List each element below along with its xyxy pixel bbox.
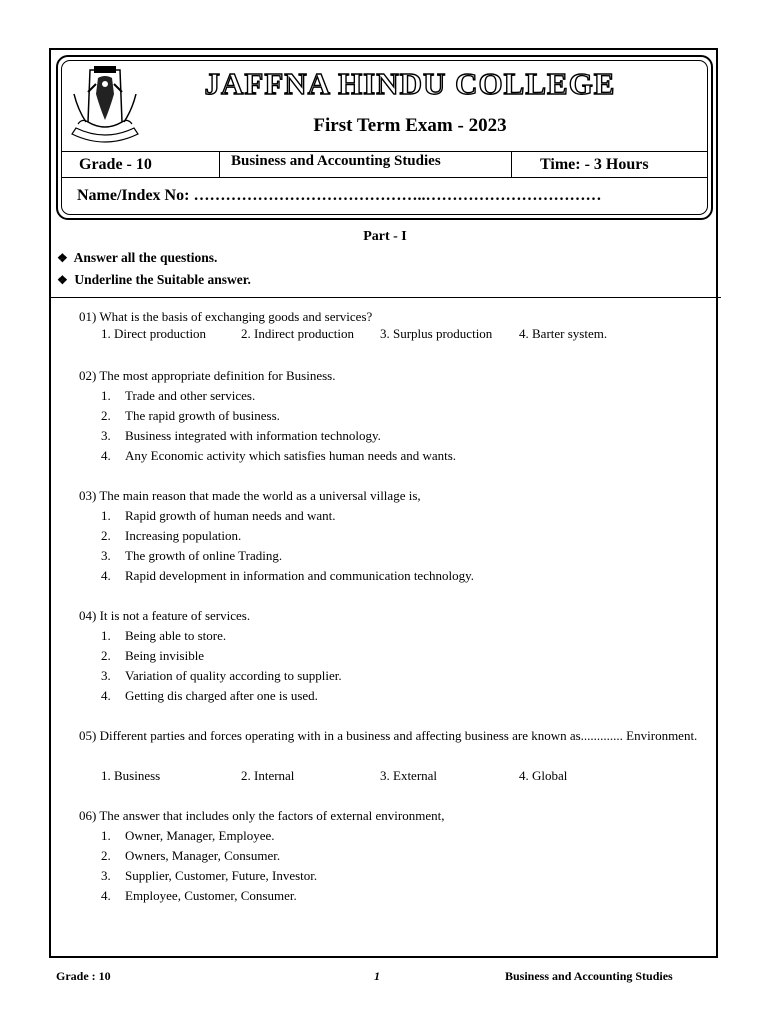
option-text: Owner, Manager, Employee. xyxy=(125,828,275,843)
footer-subject: Business and Accounting Studies xyxy=(505,969,673,983)
instruction-text: Answer all the questions. xyxy=(73,250,218,265)
option[interactable] xyxy=(101,626,342,646)
option-text: Variation of quality according to supplier. xyxy=(125,668,342,683)
option-number: 3. xyxy=(101,668,111,683)
section-divider xyxy=(49,297,721,298)
option-number: 3. xyxy=(101,548,111,563)
option[interactable] xyxy=(101,406,456,426)
option[interactable]: 2. Indirect production xyxy=(241,326,354,341)
college-name: JAFFNA HINDU COLLEGE xyxy=(204,66,616,101)
subject-cell: Business and Accounting Studies xyxy=(219,152,512,177)
option-text: The rapid growth of business. xyxy=(125,408,280,423)
grade-cell: Grade - 10 xyxy=(79,156,152,173)
question-stem: 06) The answer that includes only the factors of external environment, xyxy=(79,808,445,823)
option[interactable] xyxy=(101,426,456,446)
option-list xyxy=(101,826,317,906)
question-stem: 04) It is not a feature of services. xyxy=(79,608,251,623)
option[interactable]: 3. External xyxy=(380,768,438,783)
option[interactable]: 4. Global xyxy=(519,768,568,783)
option-number: 1. xyxy=(101,508,111,523)
option-text: Employee, Customer, Consumer. xyxy=(125,888,297,903)
option-text: Rapid development in information and communication technology. xyxy=(125,568,474,583)
option-number: 4. xyxy=(101,888,111,903)
option[interactable]: 3. Surplus production xyxy=(380,326,493,341)
option[interactable] xyxy=(101,686,342,706)
option-list xyxy=(101,506,474,586)
option[interactable] xyxy=(101,446,456,466)
option[interactable] xyxy=(101,526,474,546)
diamond-bullet-icon: ❖ xyxy=(57,273,68,287)
option-number: 4. xyxy=(101,568,111,583)
option[interactable] xyxy=(101,866,317,886)
option[interactable] xyxy=(101,646,342,666)
option-number: 2. xyxy=(101,848,111,863)
option-list xyxy=(101,626,342,706)
option-number: 2. xyxy=(101,528,111,543)
exam-info-row xyxy=(62,151,707,178)
footer-grade: Grade : 10 xyxy=(56,969,111,983)
option[interactable] xyxy=(101,566,474,586)
option[interactable]: 1. Direct production xyxy=(101,326,207,341)
option[interactable] xyxy=(101,846,317,866)
option-number: 1. xyxy=(101,828,111,843)
option-text: Trade and other services. xyxy=(125,388,256,403)
option-number: 1. xyxy=(101,628,111,643)
question-stem: 02) The most appropriate definition for Business. xyxy=(79,368,336,383)
question-stem: 01) What is the basis of exchanging goods and services? xyxy=(79,309,373,324)
option[interactable] xyxy=(101,666,342,686)
option[interactable] xyxy=(101,826,317,846)
option-text: Owners, Manager, Consumer. xyxy=(125,848,281,863)
option-text: Increasing population. xyxy=(125,528,242,543)
option-number: 1. xyxy=(101,388,111,403)
option-number: 3. xyxy=(101,868,111,883)
option[interactable] xyxy=(101,546,474,566)
part-heading: Part - I xyxy=(363,229,407,244)
question-stem: 03) The main reason that made the world as a universal village is, xyxy=(79,488,421,503)
option-text: Getting dis charged after one is used. xyxy=(125,688,318,703)
option-list xyxy=(101,386,456,466)
option-number: 4. xyxy=(101,448,111,463)
option[interactable]: 4. Barter system. xyxy=(519,326,608,341)
instruction-item xyxy=(57,272,251,288)
option-text: Rapid growth of human needs and want. xyxy=(125,508,336,523)
diamond-bullet-icon: ❖ xyxy=(57,251,68,265)
option-number: 2. xyxy=(101,648,111,663)
option[interactable] xyxy=(101,886,317,906)
college-crest-icon xyxy=(64,64,146,148)
option-text: Business integrated with information technology. xyxy=(125,428,381,443)
name-index-field[interactable]: Name/Index No: ……………………………………..…………………………… xyxy=(77,187,602,204)
instruction-text: Underline the Suitable answer. xyxy=(74,272,251,287)
option-number: 2. xyxy=(101,408,111,423)
option-number: 3. xyxy=(101,428,111,443)
option-text: Any Economic activity which satisfies human needs and wants. xyxy=(125,448,457,463)
option-text: Being able to store. xyxy=(125,628,227,643)
time-cell: Time: - 3 Hours xyxy=(540,156,649,173)
exam-title: First Term Exam - 2023 xyxy=(313,115,507,136)
page-number: 1 xyxy=(374,969,380,983)
option[interactable] xyxy=(101,386,456,406)
option-number: 4. xyxy=(101,688,111,703)
option-text: Supplier, Customer, Future, Investor. xyxy=(125,868,318,883)
option[interactable]: 2. Internal xyxy=(241,768,295,783)
option-text: Being invisible xyxy=(125,648,205,663)
option-text: The growth of online Trading. xyxy=(125,548,283,563)
option[interactable]: 1. Business xyxy=(101,768,161,783)
option[interactable] xyxy=(101,506,474,526)
instruction-item xyxy=(57,250,217,266)
question-stem: 05) Different parties and forces operating with in a business and affecting business are known as............. Environment. xyxy=(79,728,698,743)
